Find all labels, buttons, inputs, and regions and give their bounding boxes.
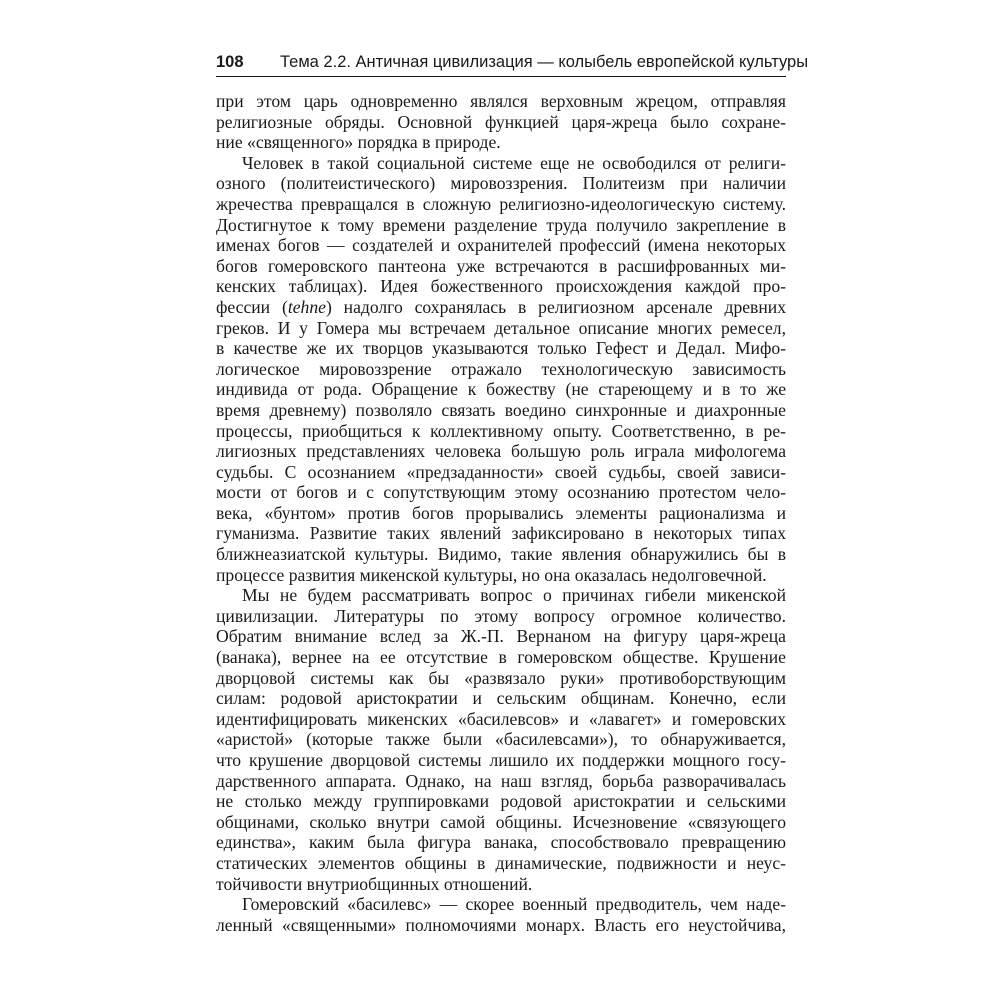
text-line: время древнему) позволяло связать воедино синхронные и диахронные [216,399,786,420]
text-line: индивида от рода. Обращение к божеству (не стареющему и в то же [216,379,786,400]
text-line: судьбы. С осознанием «предзаданности» своей судьбы, своей зависи- [216,461,786,482]
running-title: Тема 2.2. Античная цивилизация — колыбель европейской культуры [280,53,809,71]
paragraph [216,153,786,585]
text-line: гуманизма. Развитие таких явлений зафиксировано в некоторых типах [216,523,786,544]
text-line: Мы не будем рассматривать вопрос о причинах гибели микенской [242,585,786,606]
text-line: Человек в такой социальной системе еще не освободился от религи- [242,152,786,173]
text-line: фессии (tehne) надолго сохранялась в религиозном арсенале древних [216,296,786,317]
text-line: века, «бунтом» против богов прорывались элементы рационализма и [216,502,786,523]
text-line: мости от богов и с сопутствующим этому осознанию протестом чело- [216,482,786,503]
page-number: 108 [216,53,244,71]
text-line: логическое мировоззрение отражало технологическую зависимость [216,358,786,379]
text-line: кенских таблицах). Идея божественного происхождения каждой про- [216,276,786,297]
text-line: именах богов — создателей и охранителей профессий (имена некоторых [216,235,786,256]
book-page [216,50,809,935]
text-line: силам: родовой аристократии и сельским общинам. Конечно, если [216,688,786,709]
text-line: Достигнутое к тому времени разделение труда получило закрепление в [216,214,786,235]
text-line: в качестве же их творцов указываются только Гефест и Дедал. Мифо- [216,338,786,359]
text-line: дарственного аппарата. Однако, на наш взгляд, борьба разворачивалась [216,770,786,791]
text-line: Обратим внимание вслед за Ж.-П. Вернаном на фигуру царя-жреца [216,626,786,647]
text-line: (ванака), вернее на ее отсутствие в гомеровском обществе. Крушение [216,647,786,668]
text-line: что крушение дворцовой системы лишило их поддержки мощного госу- [216,750,786,770]
paragraph [216,894,786,935]
text-line: общинами, сколько внутри самой общины. Исчезновение «связующего [216,811,786,832]
text-line: греков. И у Гомера мы встречаем детальное описание многих ремесел, [216,317,786,338]
text-line: цивилизации. Литературы по этому вопросу огромное количество. [216,605,786,626]
text-line: процессы, приобщиться к коллективному опыту. Соответственно, в ре- [216,420,786,441]
text-line: при этом царь одновременно являлся верховным жрецом, отправляя [216,91,786,111]
text-line: ние «священного» порядка в природе. [216,132,501,153]
text-line: не столько между группировками родовой аристократии и сельскими [216,791,786,812]
text-line: процессе развития микенской культуры, но она оказалась недолговечной. [216,564,767,585]
text-line: лигиозных представлениях человека большую роль играла мифологема [216,441,786,462]
text-line: религиозные обряды. Основной функцией царя-жреца было сохране- [216,111,786,132]
text-line: идентифицировать микенских «басилевсов» и «лавагет» и гомеровских [216,708,786,729]
text-line: единства», каким была фигура ванака, способствовало превращению [216,832,786,853]
text-line: тойчивости внутриобщинных отношений. [216,873,533,894]
text-line: богов гомеровского пантеона уже встречаются в расшифрованных ми- [216,255,786,276]
text-line: дворцовой системы как бы «развязало руки» противоборствующим [216,667,786,688]
text-line: Гомеровский «басилевс» — скорее военный предводитель, чем наде- [242,894,786,915]
text-line: жречества превращался в сложную религиозно-идеологическую систему. [216,193,786,214]
body-text [216,91,786,935]
text-line: ленный «священными» полномочиями монарх. Власть его неустойчива, [216,914,786,935]
text-line: ближнеазиатской культуры. Видимо, такие явления обнаружились бы в [216,544,786,565]
text-line: озного (политеистического) мировоззрения. Политеизм при наличии [216,173,786,194]
text-line: статических элементов общины в динамические, подвижности и неус- [216,852,786,873]
running-header [216,50,809,77]
paragraph [216,585,786,894]
paragraph [216,91,786,153]
text-line: «аристой» (которые также были «басилевсами»), то обнаруживается, [216,729,786,750]
italic-term: tehne [287,296,326,317]
